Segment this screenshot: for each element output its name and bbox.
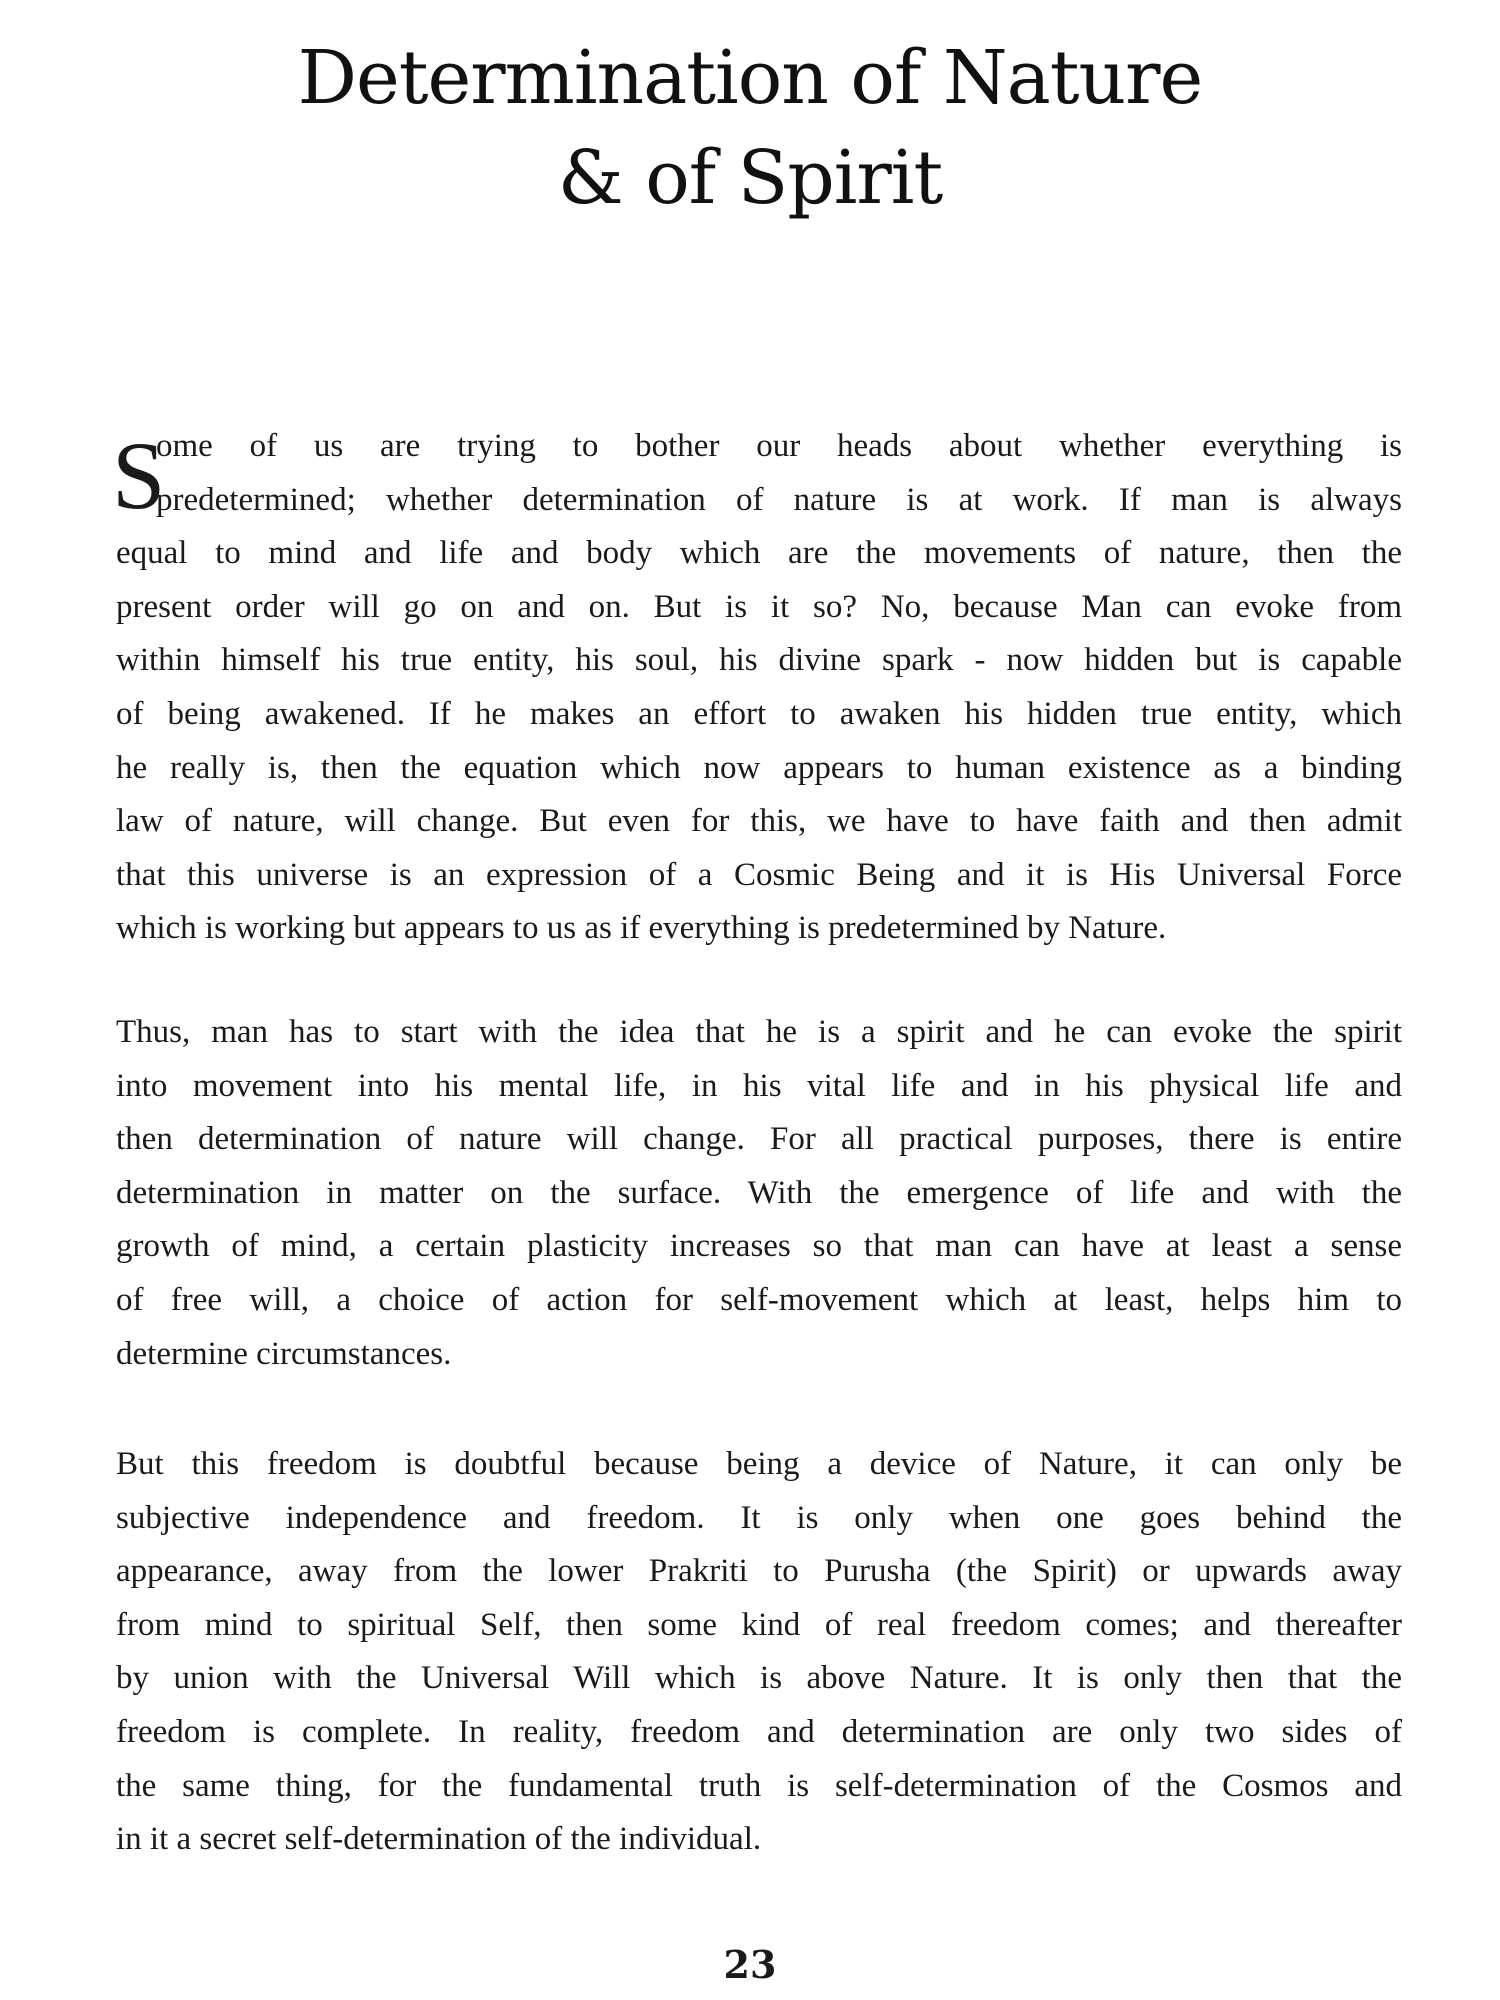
text-line: he really is, then the equation which now appears to human existence as a binding <box>116 749 1402 786</box>
text-line: the same thing, for the fundamental truth is self-determination of the Cosmos and <box>116 1767 1402 1804</box>
text-line: equal to mind and life and body which are the movements of nature, then the <box>116 535 1402 572</box>
paragraph-1 <box>112 420 1402 956</box>
text-line: within himself his true entity, his soul, his divine spark - now hidden but is capable <box>116 642 1402 679</box>
text-line: Thus, man has to start with the idea that he is a spirit and he can evoke the spirit <box>116 1014 1402 1050</box>
chapter-title <box>0 28 1500 228</box>
chapter-title-line-2: & of Spirit <box>557 135 943 221</box>
text-line: But this freedom is doubtful because being a device of Nature, it can only be <box>116 1446 1402 1482</box>
text-line: ome of us are trying to bother our heads about whether everything is <box>156 428 1402 464</box>
text-line: that this universe is an expression of a Cosmic Being and it is His Universal Force <box>116 856 1402 893</box>
chapter-title-line-1: Determination of Nature <box>297 35 1203 121</box>
text-line: into movement into his mental life, in his vital life and in his physical life and <box>116 1067 1402 1104</box>
text-line: freedom is complete. In reality, freedom and determination are only two sides of <box>116 1713 1402 1750</box>
text-line: in it a secret self-determination of the individual. <box>116 1821 762 1858</box>
text-line: of free will, a choice of action for self-movement which at least, helps him to <box>116 1281 1402 1318</box>
text-line: law of nature, will change. But even for this, we have to have faith and then admit <box>116 803 1402 840</box>
text-line: determine circumstances. <box>116 1335 452 1372</box>
text-line: predetermined; whether determination of nature is at work. If man is always <box>156 481 1402 518</box>
text-line: determination in matter on the surface. With the emergence of life and with the <box>116 1174 1402 1211</box>
text-line: then determination of nature will change. For all practical purposes, there is entire <box>116 1121 1402 1158</box>
text-line: of being awakened. If he makes an effort to awaken his hidden true entity, which <box>116 695 1402 732</box>
text-line: appearance, away from the lower Prakriti to Purusha (the Spirit) or upwards away <box>116 1553 1402 1590</box>
text-line: which is working but appears to us as if everything is predetermined by Nature. <box>116 910 1167 947</box>
text-line: present order will go on and on. But is it so? No, because Man can evoke from <box>116 588 1402 625</box>
drop-cap: S <box>112 422 166 529</box>
paragraph-3 <box>116 1438 1402 1867</box>
text-line: growth of mind, a certain plasticity increases so that man can have at least a sense <box>116 1228 1402 1265</box>
text-line: by union with the Universal Will which is above Nature. It is only then that the <box>116 1660 1402 1697</box>
text-line: subjective independence and freedom. It is only when one goes behind the <box>116 1499 1402 1536</box>
text-line: from mind to spiritual Self, then some kind of real freedom comes; and thereafter <box>116 1606 1402 1643</box>
page-number: 23 <box>723 1942 777 1987</box>
paragraph-2 <box>116 1006 1402 1381</box>
